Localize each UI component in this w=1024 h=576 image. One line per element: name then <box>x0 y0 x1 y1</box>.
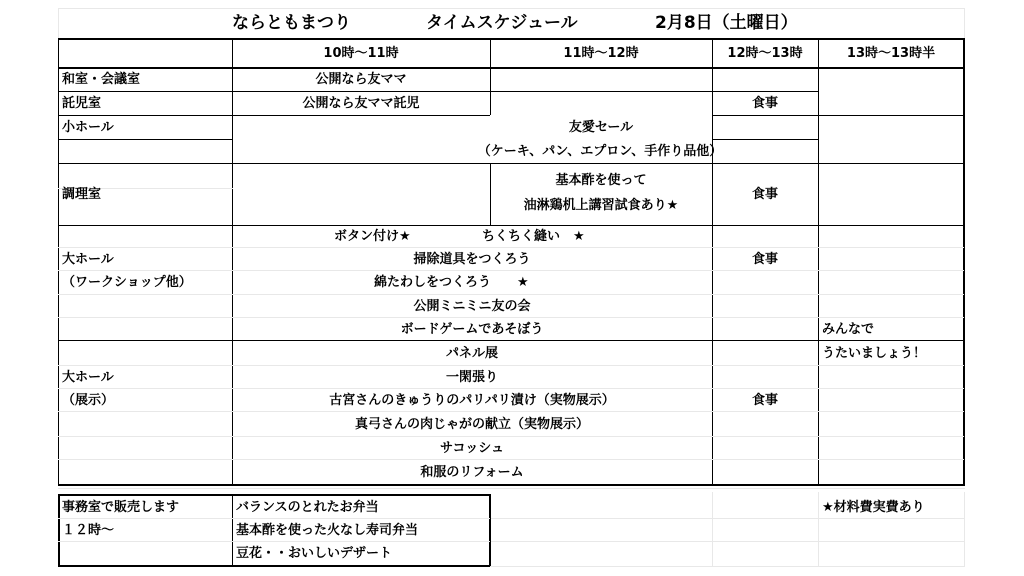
sales-item-dessert: 豆花・・おいしいデザート <box>236 546 393 561</box>
event-washitsu: 公開なら友ママ <box>315 72 407 87</box>
title-event: ならともまつり <box>232 12 351 33</box>
event-ex-sacoche: サコッシュ <box>440 440 504 456</box>
event-meal-1: 食事 <box>751 96 778 111</box>
event-meal-4: 食事 <box>751 392 778 408</box>
event-ws-boardgame: ボードゲームであそぼう <box>400 321 544 337</box>
event-ws-tawashi: 綿たわしをつくろう ★ <box>374 275 529 290</box>
event-ws-cleaning: 掃除道具をつくろう <box>413 251 531 267</box>
room-cooking: 調理室 <box>62 186 102 202</box>
event-yuai-items: （ケーキ、パン、エプロン、手作り品他） <box>477 144 723 159</box>
title-date: 2月8日（土曜日） <box>655 12 798 33</box>
event-sing-2: うたいましょう！ <box>822 346 927 361</box>
event-ex-panel: パネル展 <box>445 346 498 361</box>
event-yuai-sale: 友愛セール <box>568 120 634 135</box>
title-schedule: タイムスケジュール <box>426 12 578 33</box>
sales-item-bento: バランスのとれたお弁当 <box>236 499 379 515</box>
event-ws-mini: 公開ミニミニ友の会 <box>413 298 531 314</box>
event-ws-sewing: ちくちく縫い ★ <box>482 229 585 244</box>
event-ex-cucumber: 古宮さんのきゅうりのパリパリ漬け（実物展示） <box>329 392 615 408</box>
room-big-hall-ex: 大ホール <box>62 369 114 385</box>
event-takuji: 公開なら友ママ託児 <box>302 96 420 111</box>
room-takujishitsu: 託児室 <box>62 96 102 111</box>
event-meal-2: 食事 <box>751 186 778 202</box>
header-10-11: 10時～11時 <box>323 46 399 61</box>
header-11-12: 11時～12時 <box>563 46 639 61</box>
sales-time: １２時～ <box>62 522 115 538</box>
event-sing-1: みんなで <box>822 321 875 337</box>
event-ex-kimono: 和服のリフォーム <box>420 464 524 480</box>
event-vinegar-1: 基本酢を使って <box>555 173 647 188</box>
sales-item-sushi: 基本酢を使った火なし寿司弁当 <box>236 522 419 538</box>
event-vinegar-2: 油淋鶏机上講習試食あり★ <box>523 198 679 213</box>
event-ex-nikujaga: 真弓さんの肉じゃがの献立（実物展示） <box>354 416 589 432</box>
event-meal-3: 食事 <box>751 251 778 267</box>
note-material-cost: ★材料費実費あり <box>822 499 925 515</box>
header-12-13: 12時～13時 <box>727 46 803 61</box>
room-washitsu: 和室・会議室 <box>62 72 141 87</box>
room-big-hall-ws-sub: （ワークショップ他） <box>62 275 192 290</box>
room-big-hall-ws: 大ホール <box>62 251 114 267</box>
sales-label: 事務室で販売します <box>62 499 180 515</box>
room-big-hall-ex-sub: （展示） <box>62 392 115 408</box>
room-small-hall: 小ホール <box>62 120 114 135</box>
event-ws-button: ボタン付け★ <box>334 229 411 244</box>
header-13-1330: 13時～13時半 <box>846 46 936 61</box>
event-ex-ikkanbari: 一閑張り <box>445 369 498 385</box>
